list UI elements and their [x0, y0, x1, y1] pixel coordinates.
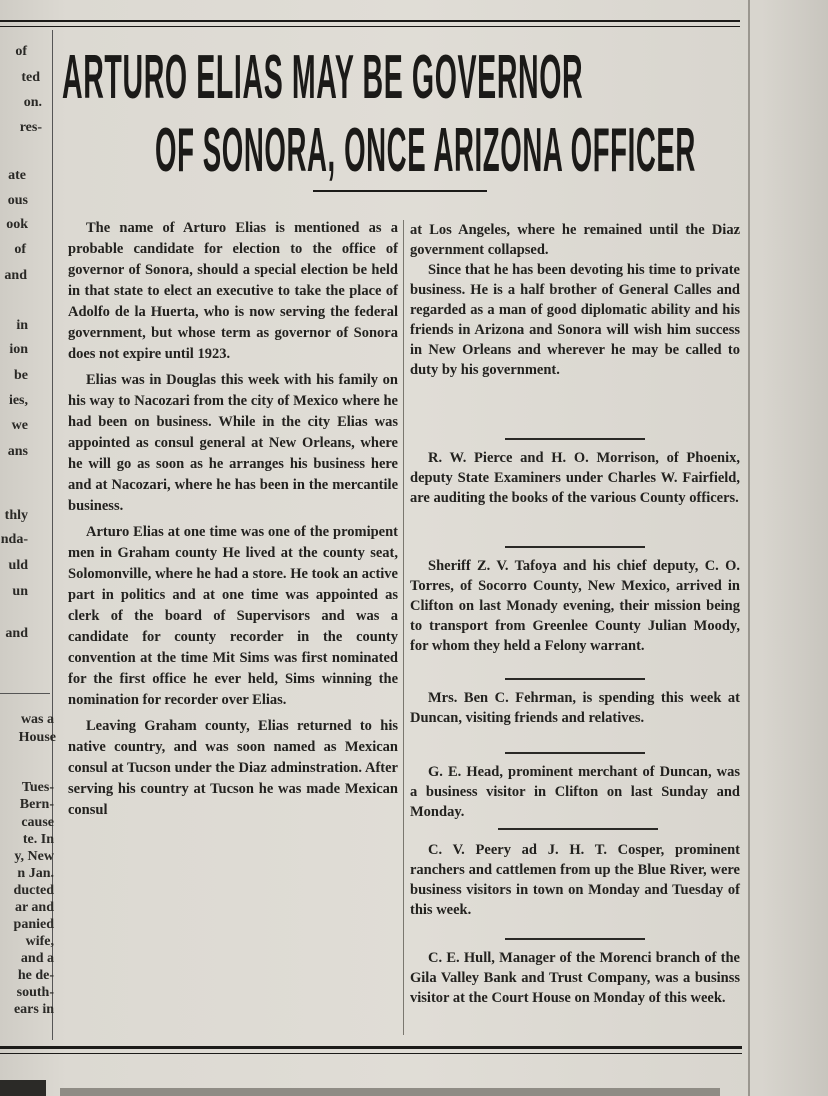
fragment-text: ears in [13, 1002, 54, 1017]
fragment-text: and [5, 626, 28, 641]
item-separator [505, 678, 645, 680]
fragment-text: south- [16, 985, 54, 1000]
fragment-separator [0, 693, 50, 694]
item-separator [505, 546, 645, 548]
fragment-text: cause [21, 815, 54, 830]
fragment-text: was a [20, 712, 54, 727]
top-rule-thin [0, 26, 740, 27]
fragment-text: ous [7, 193, 28, 208]
fragment-text: be [14, 368, 28, 383]
news-item [410, 448, 740, 508]
news-item [410, 840, 740, 920]
news-item-text: C. E. Hull, Manager of the Morenci branch of the Gila Valley Bank and Trust Company, was a businss visitor at the Court House on Monday of this week. [410, 950, 740, 1006]
article-paragraph: The name of Arturo Elias is mentioned as a probable candidate for election to the office of governor of Sonora, should a special election be held in that state to elect an executive to take the place of Adolfo de la Huerta, who is now serving the federal government, but whose term as governor of Sonora does not expire until 1923. [68, 220, 398, 362]
fragment-text: ar and [14, 900, 54, 915]
adjacent-column-fragments [0, 40, 56, 1040]
fragment-text: and a [20, 951, 54, 966]
top-rule [0, 20, 740, 22]
news-item-text: Sheriff Z. V. Tafoya and his chief deputy, C. O. Torres, of Socorro County, New Mexico, arrived in Clifton on last Monady evening, their mission being to transport from Greenlee County Julian Moody, for whom they held a Felony warrant. [410, 558, 740, 654]
next-article-marker [0, 1080, 46, 1096]
headline-underline [313, 190, 487, 192]
item-separator [505, 438, 645, 440]
fragment-text: y, New [14, 849, 54, 864]
news-item-text: Mrs. Ben C. Fehrman, is spending this week at Duncan, visiting friends and relatives. [410, 690, 740, 726]
fragment-text: wife, [25, 934, 54, 949]
fragment-text: te. In [22, 832, 54, 847]
bottom-rule [0, 1046, 742, 1049]
fragment-text: Bern- [19, 797, 54, 812]
news-item [410, 688, 740, 728]
item-separator [505, 752, 645, 754]
fragment-text: ies, [8, 393, 28, 408]
article-column-2 [410, 220, 740, 1040]
fragment-text: Tues- [21, 780, 54, 795]
fragment-text: ans [7, 444, 28, 459]
news-item-text: G. E. Head, prominent merchant of Duncan, was a business visitor in Clifton on last Sunday and Monday. [410, 764, 740, 820]
fragment-text: un [12, 584, 28, 599]
fragment-text: ook [6, 217, 28, 232]
fragment-text: nda- [0, 532, 28, 547]
fragment-text: of [15, 44, 27, 59]
article-paragraph: Leaving Graham county, Elias returned to his native country, and was soon named as Mexican consul at Tucson under the Diaz adminstration. After serving his country at Tucson he was made Mexican consul [68, 718, 398, 818]
article-paragraph: Elias was in Douglas this week with his family on his way to Nacozari from the city of Mexico where he had been on business. While in the city Elias was appointed as consul general at New Orleans, where he will go as soon as he arranges his business here and at Nacozari, where he has been in the mercantile business. [68, 372, 398, 514]
bottom-rule-thin [0, 1053, 742, 1054]
fragment-text: n Jan. [17, 866, 54, 881]
headline-line-2: OF SONORA, ONCE ARIZONA OFFICER [155, 114, 696, 185]
next-article-edge [60, 1088, 720, 1096]
article-paragraph: at Los Angeles, where he remained until the Diaz government collapsed. [410, 222, 740, 258]
column-divider [403, 220, 404, 1035]
item-separator [505, 938, 645, 940]
fragment-text: we [11, 418, 28, 433]
page-edge-right [748, 0, 750, 1096]
fragment-text: in [16, 318, 28, 333]
fragment-text: of [14, 242, 26, 257]
fragment-text: on. [23, 95, 42, 110]
fragment-text: he de- [17, 968, 54, 983]
item-separator [498, 828, 658, 830]
news-item [410, 556, 740, 656]
fragment-text: panied [13, 917, 54, 932]
headline-line-1: ARTURO ELIAS MAY BE GOVERNOR [62, 41, 584, 112]
fragment-text: ion [9, 342, 28, 357]
article-column-1 [68, 218, 398, 826]
news-item [410, 762, 740, 822]
news-item [410, 948, 740, 1008]
fragment-text: ted [21, 70, 40, 85]
fragment-text: thly [4, 508, 28, 523]
fragment-text: res- [19, 120, 42, 135]
fragment-text: and [4, 268, 27, 283]
fragment-text: ducted [13, 883, 54, 898]
news-item-text: R. W. Pierce and H. O. Morrison, of Phoenix, deputy State Examiners under Charles W. Fairfield, are auditing the books of the various County officers. [410, 450, 740, 506]
fragment-text: uld [8, 558, 28, 573]
fragment-text: House [18, 730, 56, 745]
article-paragraph: Arturo Elias at one time was one of the promipent men in Graham county He lived at the county seat, Solomonville, where he had a store. He took an active part in politics and at one time was appointed as clerk of the board of Supervisors and was a candidate for county recorder in the county convention at the time Mit Sims was first nominated for the first office he ever held, Sims winning the nomination for recorder over Elias. [68, 524, 398, 708]
article-paragraph: Since that he has been devoting his time to private business. He is a half brother of General Calles and regarded as a man of good diplomatic ability and his friends in Arizona and Sonora will wish him success in New Orleans and wherever he may be called to duty by his government. [410, 262, 740, 378]
fragment-text: ate [8, 168, 26, 183]
article-continuation [410, 220, 740, 380]
news-item-text: C. V. Peery ad J. H. T. Cosper, prominent ranchers and cattlemen from up the Blue River, were business visitors in town on Monday and Tuesday of this week. [410, 842, 740, 918]
